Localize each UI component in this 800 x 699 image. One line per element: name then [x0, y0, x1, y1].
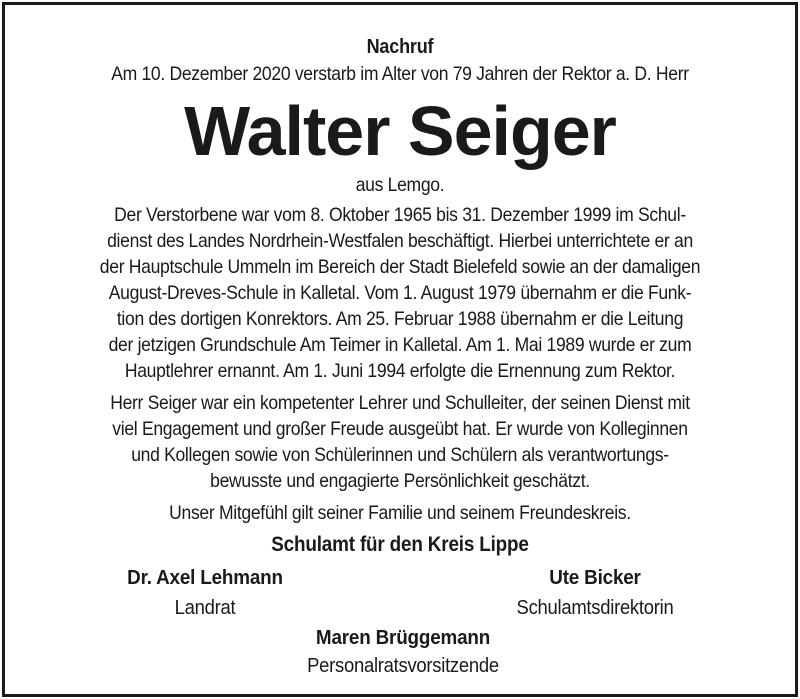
signatory-name-lehmann: Dr. Axel Lehmann: [127, 566, 283, 589]
intro-line: Am 10. Dezember 2020 verstarb im Alter von 79 Jahren der Rektor a. D. Herr: [111, 63, 689, 85]
tribute-line: und Kollegen sowie von Schülerinnen und Schülern als verantwortungs-: [131, 444, 669, 466]
condolence-line: Unser Mitgefühl gilt seiner Familie und seinem Freundeskreis.: [169, 502, 631, 524]
signatory-role-bicker: Schulamtsdirektorin: [516, 596, 674, 619]
career-line: der jetzigen Grundschule Am Teimer in Kalletal. Am 1. Mai 1989 wurde er zum: [108, 334, 692, 356]
career-line: der Hauptschule Ummeln im Bereich der Stadt Bielefeld sowie an der damaligen: [99, 256, 701, 278]
tribute-line: viel Engagement und großer Freude ausgeübt hat. Er wurde von Kolleginnen: [112, 418, 688, 440]
career-line: August-Dreves-Schule in Kalletal. Vom 1. August 1979 übernahm er die Funk-: [108, 282, 692, 304]
tribute-line: bewusste und engagierte Persönlichkeit geschätzt.: [210, 470, 590, 492]
career-line: dienst des Landes Nordrhein-Westfalen beschäftigt. Hierbei unterrichtete er an: [107, 230, 693, 252]
career-line: tion des dortigen Konrektors. Am 25. Februar 1988 übernahm er die Leitung: [116, 308, 684, 330]
career-line: Hauptlehrer ernannt. Am 1. Juni 1994 erfolgte die Ernennung zum Rektor.: [124, 360, 676, 382]
notice-heading: Nachruf: [366, 36, 434, 58]
signatory-name-bicker: Ute Bicker: [549, 566, 641, 589]
signatory-name-brueggemann: Maren Brüggemann: [315, 626, 491, 649]
signatory-role-lehmann: Landrat: [174, 596, 236, 619]
deceased-name: Walter Seiger: [184, 92, 616, 170]
origin-line: aus Lemgo.: [355, 174, 445, 196]
career-line: Der Verstorbene war vom 8. Oktober 1965 bis 31. Dezember 1999 im Schul-: [114, 204, 686, 226]
signatory-role-brueggemann: Personalratsvorsitzende: [307, 654, 499, 677]
tribute-line: Herr Seiger war ein kompetenter Lehrer und Schulleiter, der seinen Dienst mit: [110, 392, 690, 414]
organization-name: Schulamt für den Kreis Lippe: [271, 533, 529, 556]
obituary-notice: [2, 2, 798, 697]
